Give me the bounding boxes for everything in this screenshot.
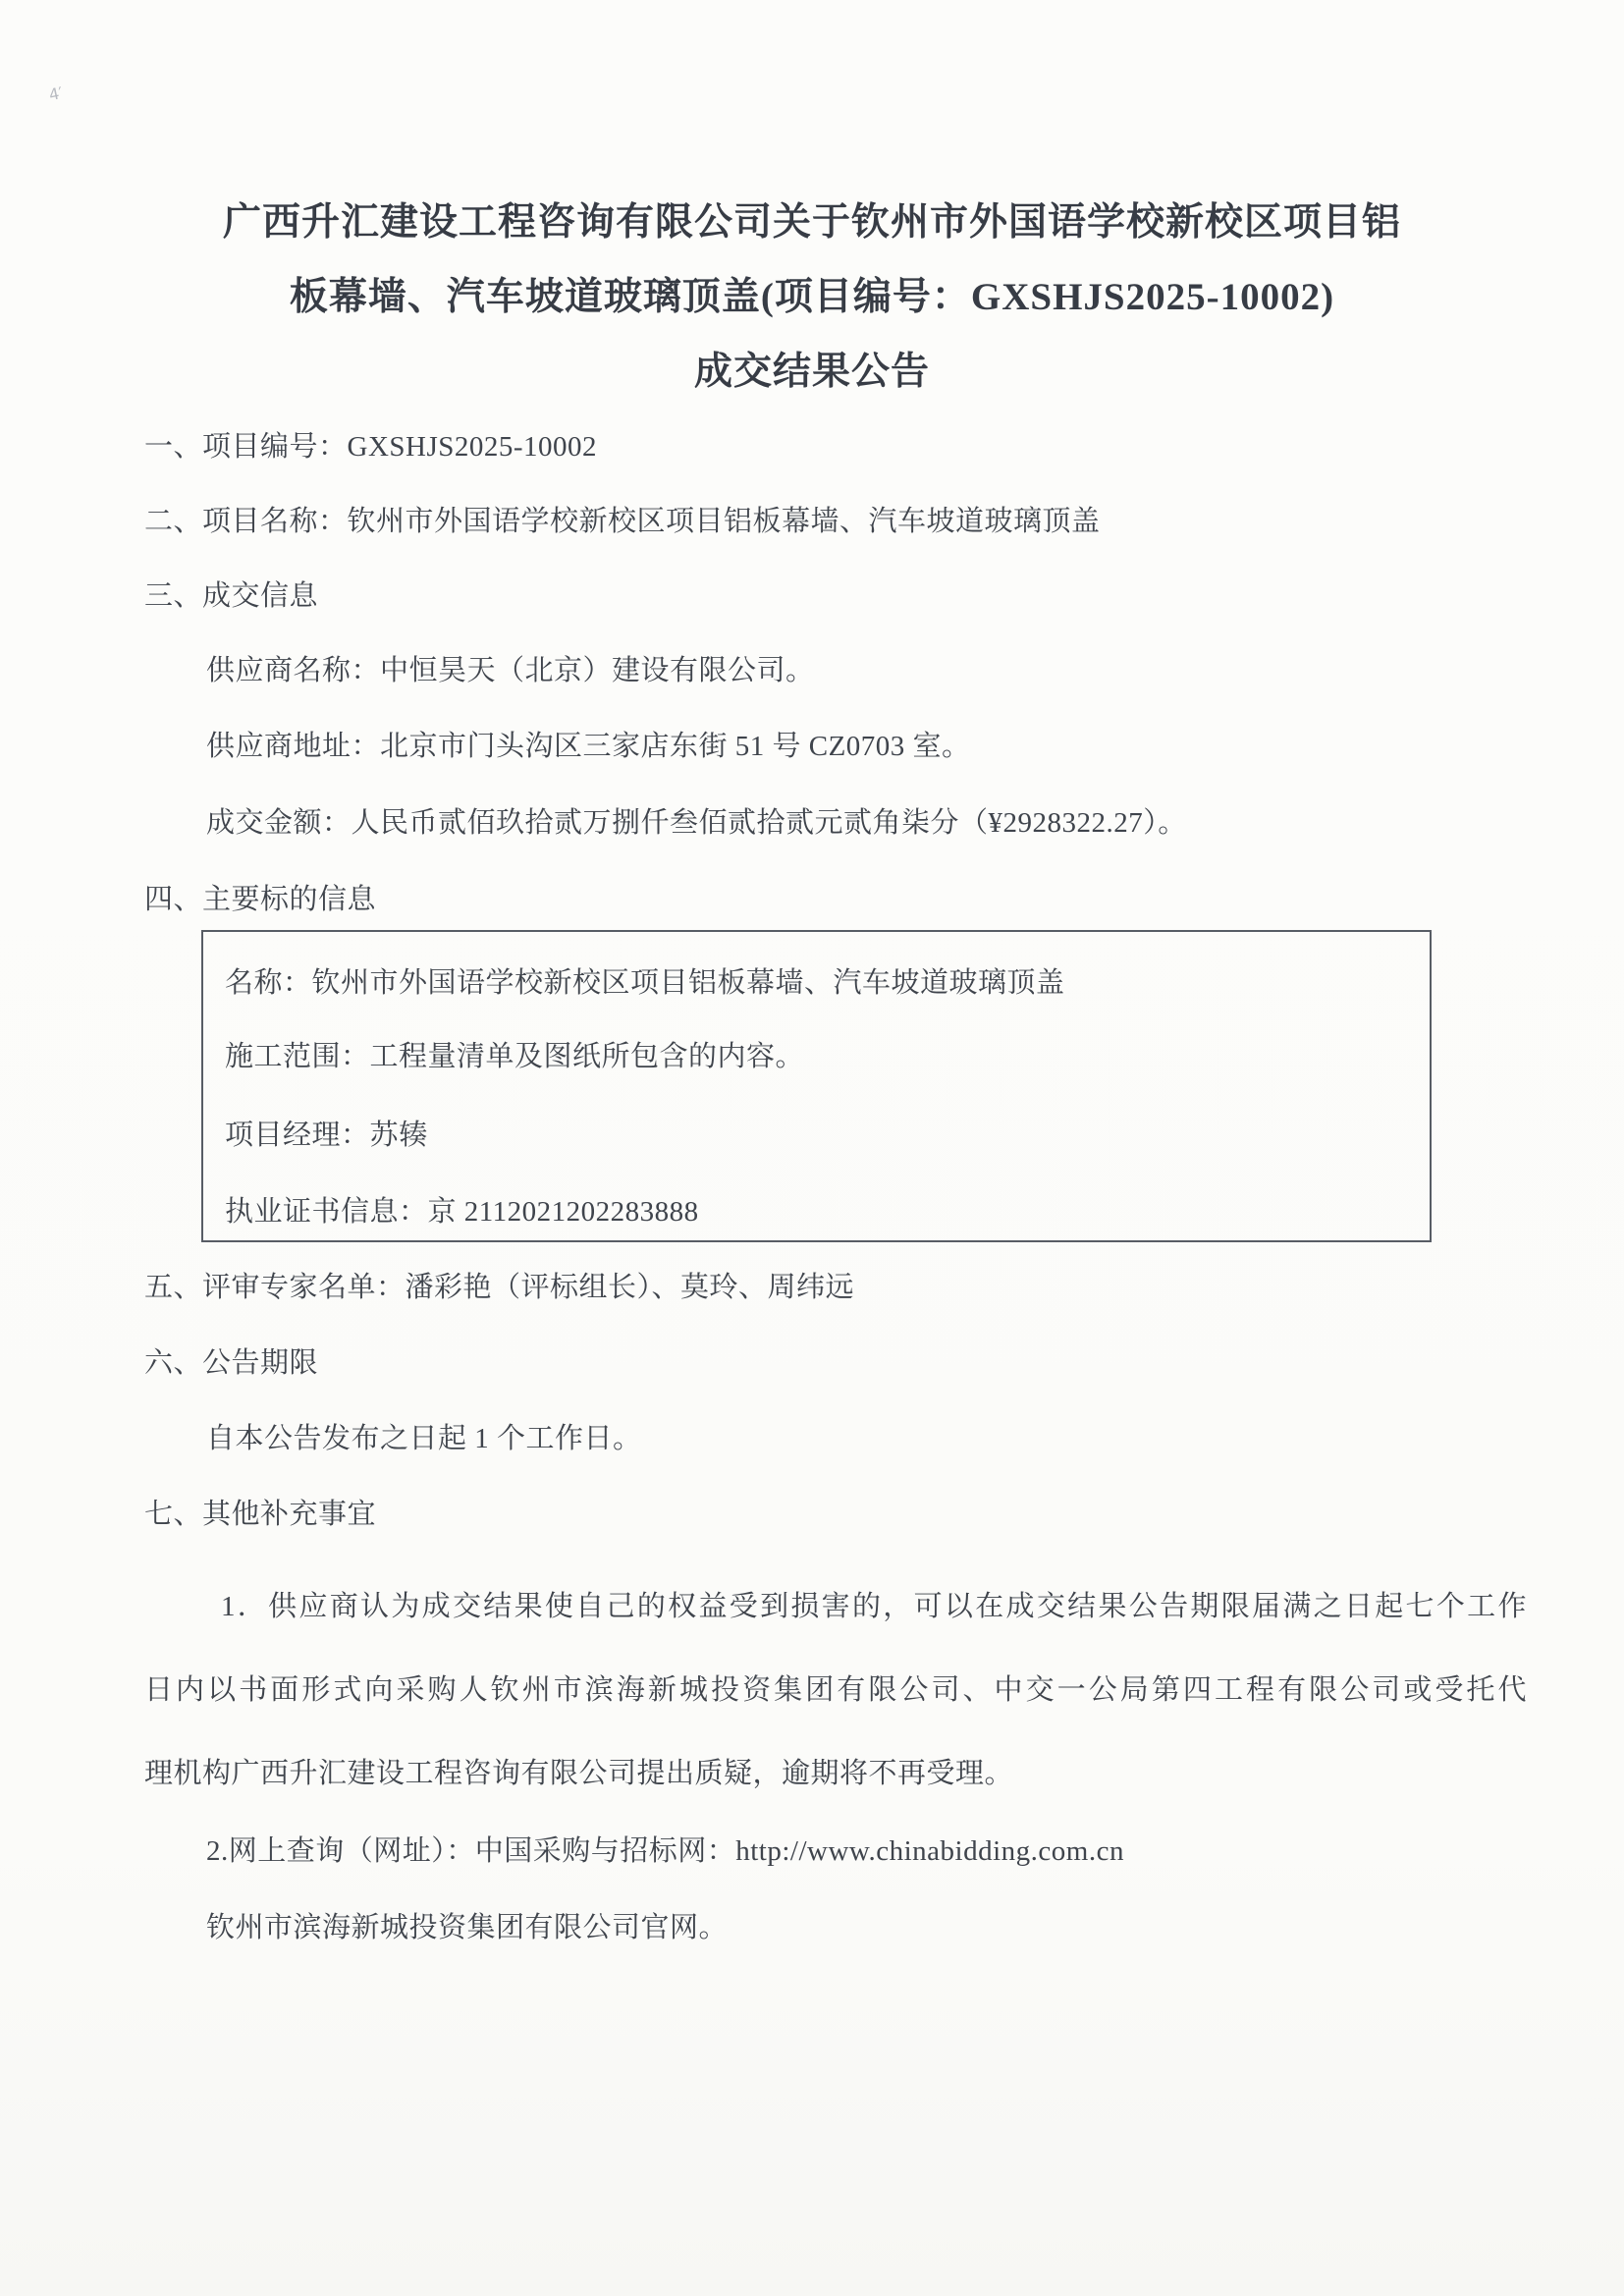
section-project-number: 一、项目编号：GXSHJS2025-10002 xyxy=(144,431,598,463)
subject-manager-line: 项目经理：苏辏 xyxy=(225,1120,428,1151)
section-project-name: 二、项目名称：钦州市外国语学校新校区项目铝板幕墙、汽车坡道玻璃顶盖 xyxy=(144,506,1101,537)
pencil-corner-mark: 4′ xyxy=(47,82,65,105)
subject-scope-line: 施工范围：工程量清单及图纸所包含的内容。 xyxy=(225,1041,805,1072)
subject-name-line: 名称：钦州市外国语学校新校区项目铝板幕墙、汽车坡道玻璃顶盖 xyxy=(225,967,1065,999)
section-other-heading: 七、其他补充事宜 xyxy=(144,1499,377,1530)
period-text-line: 自本公告发布之日起 1 个工作日。 xyxy=(206,1423,642,1454)
official-site-line: 钦州市滨海新城投资集团有限公司官网。 xyxy=(206,1912,729,1943)
other-paragraph-line-2: 日内以书面形式向采购人钦州市滨海新城投资集团有限公司、中交一公局第四工程有限公司或受托代 xyxy=(144,1674,1527,1706)
section-award-info-heading: 三、成交信息 xyxy=(144,580,319,612)
document-title-line-2: 板幕墙、汽车坡道玻璃顶盖(项目编号：GXSHJS2025-10002) xyxy=(289,276,1335,318)
award-amount-line: 成交金额：人民币贰佰玖拾贰万捌仟叁佰贰拾贰元贰角柒分（¥2928322.27）。 xyxy=(206,807,1187,839)
supplier-name-line: 供应商名称：中恒昊天（北京）建设有限公司。 xyxy=(206,655,815,686)
document-title-line-1: 广西升汇建设工程咨询有限公司关于钦州市外国语学校新校区项目铝 xyxy=(222,201,1401,244)
document-title-line-3: 成交结果公告 xyxy=(693,351,930,393)
other-paragraph-line-1: 1．供应商认为成交结果使自己的权益受到损害的，可以在成交结果公告期限届满之日起七个工作 xyxy=(221,1591,1527,1622)
web-query-line: 2.网上查询（网址）：中国采购与招标网：http://www.chinabidding.com.cn xyxy=(206,1835,1124,1867)
other-paragraph-line-3: 理机构广西升汇建设工程咨询有限公司提出质疑，逾期将不再受理。 xyxy=(144,1758,1014,1789)
section-experts: 五、评审专家名单：潘彩艳（评标组长）、莫玲、周纬远 xyxy=(144,1272,855,1303)
section-subject-info-heading: 四、主要标的信息 xyxy=(144,884,377,915)
section-period-heading: 六、公告期限 xyxy=(144,1347,319,1379)
subject-license-line: 执业证书信息：京 2112021202283888 xyxy=(225,1196,699,1228)
subject-info-box xyxy=(201,930,1432,1242)
supplier-address-line: 供应商地址：北京市门头沟区三家店东街 51 号 CZ0703 室。 xyxy=(206,731,971,762)
